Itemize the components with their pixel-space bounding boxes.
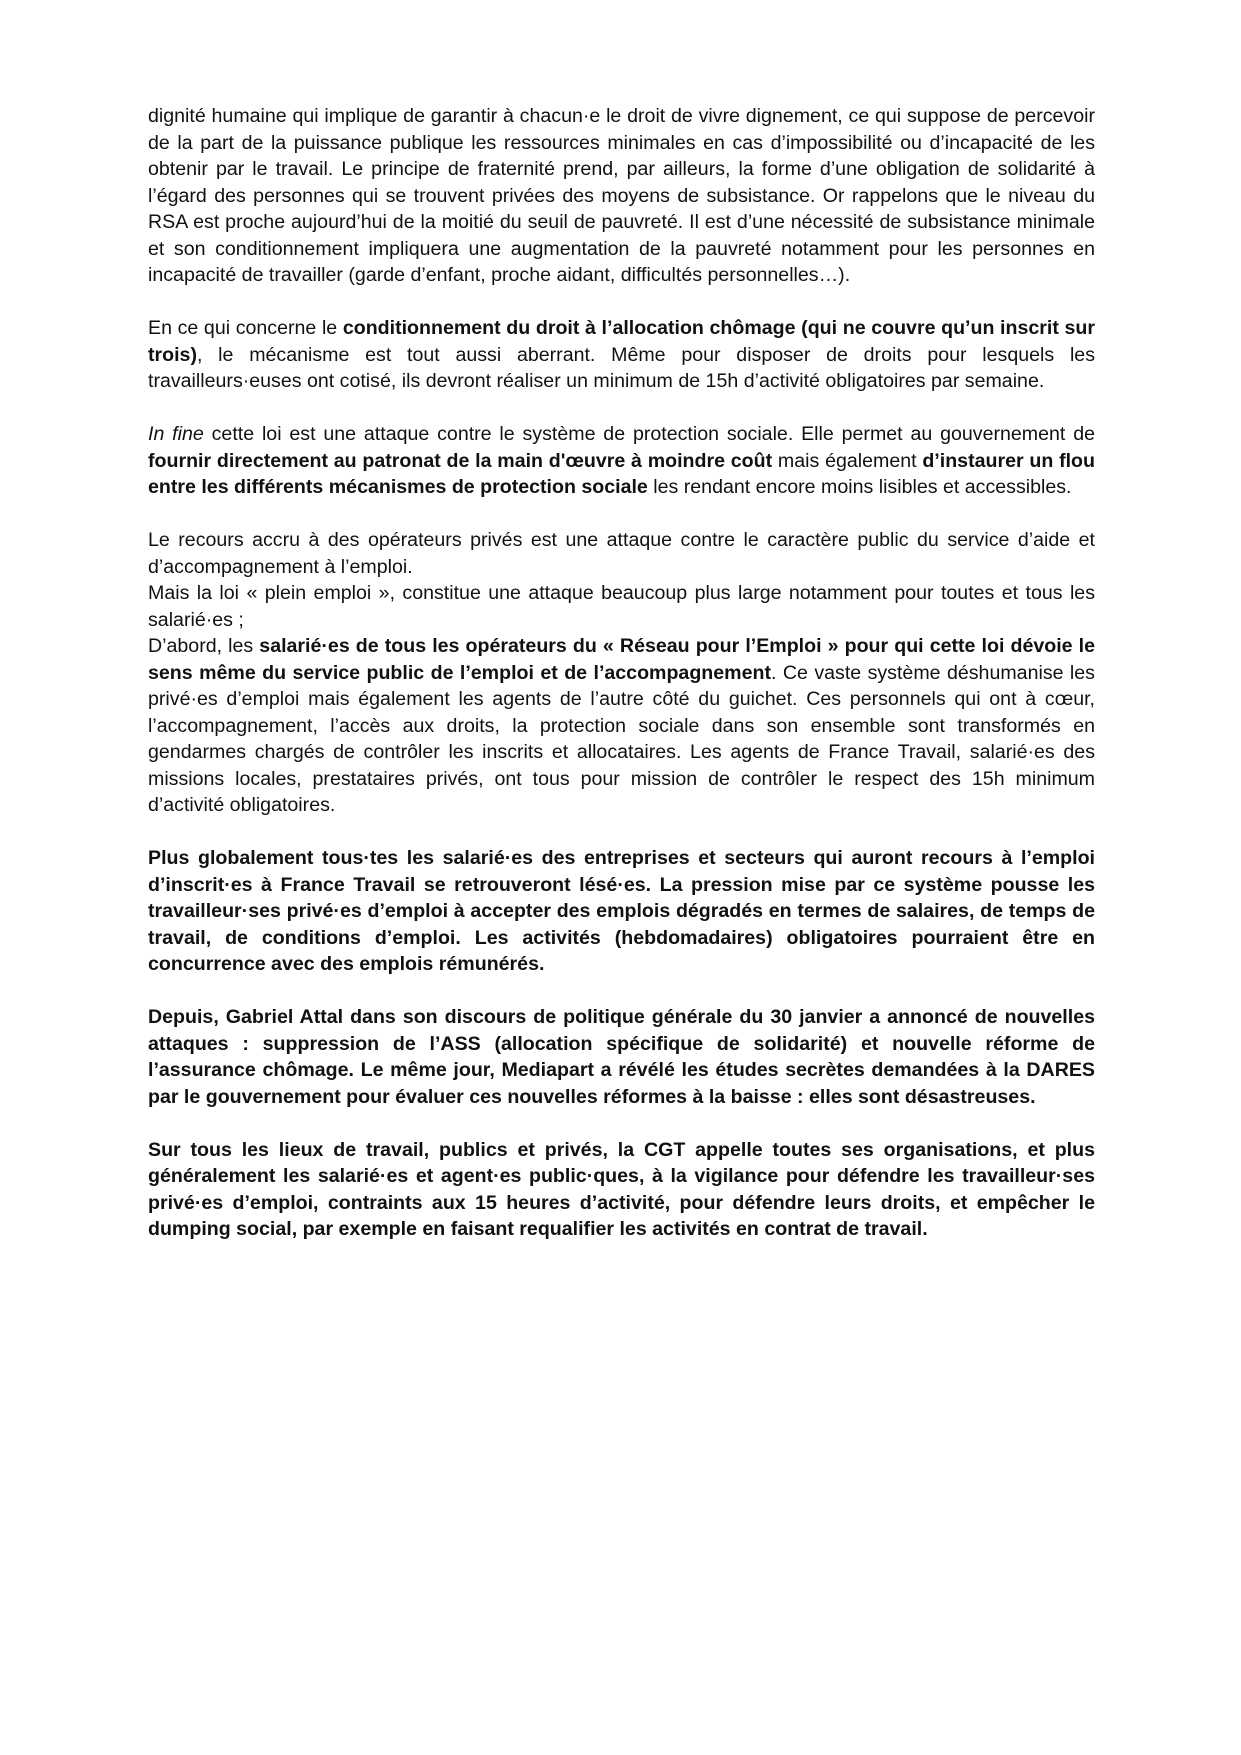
- paragraph-dignite: [148, 103, 1095, 289]
- paragraph-dabord-intro: D’abord, les: [148, 635, 260, 657]
- paragraph-operateurs-prives-text: Le recours accru à des opérateurs privés est une attaque contre le caractère public du service d’aide et d’accompagnement à l’emploi.: [148, 529, 1095, 578]
- paragraph-loi-plein-emploi: [148, 580, 1095, 633]
- paragraph-allocation-chomage: [148, 315, 1095, 395]
- paragraph-in-fine-emphasis-2: d’instaurer un flou entre les différents mécanismes de protection sociale: [148, 449, 1095, 498]
- paragraph-appel-cgt: [148, 1137, 1095, 1243]
- paragraph-in-fine: [148, 421, 1095, 501]
- paragraph-allocation-chomage-emphasis: conditionnement du droit à l’allocation chômage (qui ne couvre qu’un inscrit sur trois): [148, 317, 1095, 366]
- paragraph-in-fine-italic: In fine: [148, 423, 204, 445]
- paragraph-gabriel-attal-text: Depuis, Gabriel Attal dans son discours de politique générale du 30 janvier a annoncé de nouvelles attaques : suppression de l’ASS (allocation spécifique de solidarité) et nouvelle réforme de l’assurance chômage. Le même jour, Mediapart a révélé les études secrètes demandées à la DARES par le gouvernement pour évaluer ces nouvelles réformes à la baisse : elles sont désastreuses.: [148, 1006, 1095, 1108]
- paragraph-dignite-text: dignité humaine qui implique de garantir à chacun·e le droit de vivre dignement, ce qui suppose de percevoir de la part de la puissance publique les ressources minimales en cas d’impossibilité ou d’incapacité de les obtenir par le travail. Le principe de fraternité prend, par ailleurs, la forme d’une obligation de solidarité à l’égard des personnes qui se trouvent privées des moyens de subsistance. Or rappelons que le niveau du RSA est proche aujourd’hui de la moitié du seuil de pauvreté. Il est d’une nécessité de subsistance minimale et son conditionnement impliquera une augmentation de la pauvreté notamment pour les personnes en incapacité de travailler (garde d’enfant, proche aidant, difficultés personnelles…).: [148, 105, 1095, 286]
- paragraph-allocation-chomage-intro: En ce qui concerne le: [148, 317, 343, 339]
- paragraph-plus-globalement: [148, 845, 1095, 978]
- paragraph-plus-globalement-text: Plus globalement tous·tes les salarié·es des entreprises et secteurs qui auront recours à l’emploi d’inscrit·es à France Travail se retrouveront lésé·es. La pression mise par ce système pousse les travailleur·ses privé·es d’emploi à accepter des emplois dégradés en termes de salaires, de temps de travail, de conditions d’emploi. Les activités (hebdomadaires) obligatoires pourraient être en concurrence avec des emplois rémunérés.: [148, 847, 1095, 975]
- paragraph-in-fine-part-d: mais également: [772, 449, 923, 472]
- paragraph-in-fine-part-f: les rendant encore moins lisibles et accessibles.: [647, 476, 1072, 498]
- paragraph-allocation-chomage-rest: , le mécanisme est tout aussi aberrant. Même pour disposer de droits pour lesquels les travailleurs·euses ont cotisé, ils devront réaliser un minimum de 15h d’activité obligatoires par semaine.: [148, 343, 1095, 392]
- paragraph-loi-plein-emploi-text: Mais la loi « plein emploi », constitue une attaque beaucoup plus large notamment pour toutes et tous les salarié·es ;: [148, 582, 1095, 631]
- paragraph-in-fine-emphasis-1: fournir directement au patronat de la main d'œuvre à moindre coût: [148, 449, 773, 472]
- document-body: [148, 103, 1095, 1269]
- paragraph-operateurs-prives: [148, 527, 1095, 580]
- paragraph-dabord: [148, 633, 1095, 819]
- paragraph-appel-cgt-text: Sur tous les lieux de travail, publics et privés, la CGT appelle toutes ses organisations, et plus généralement les salarié·es et agent·es public·ques, à la vigilance pour défendre les travailleur·ses privé·es d’emploi, contraints aux 15 heures d’activité, pour défendre leurs droits, et empêcher le dumping social, par exemple en faisant requalifier les activités en contrat de travail.: [148, 1138, 1095, 1240]
- paragraph-dabord-rest: . Ce vaste système déshumanise les privé·es d’emploi mais également les agents de l’autre côté du guichet. Ces personnels qui ont à cœur, l’accompagnement, l’accès aux droits, la protection sociale dans son ensemble sont transformés en gendarmes chargés de contrôler les inscrits et allocataires. Les agents de France Travail, salarié·es des missions locales, prestataires privés, ont tous pour mission de contrôler le respect des 15h minimum d’activité obligatoires.: [148, 661, 1095, 816]
- paragraph-in-fine-part-b: cette loi est une attaque contre le système de protection sociale. Elle permet au gouvernement de: [203, 423, 1095, 445]
- paragraph-gabriel-attal: [148, 1004, 1095, 1110]
- paragraph-dabord-emphasis: salarié·es de tous les opérateurs du « Réseau pour l’Emploi » pour qui cette loi dévoie le sens même du service public de l’emploi et de l’accompagnement: [148, 635, 1095, 684]
